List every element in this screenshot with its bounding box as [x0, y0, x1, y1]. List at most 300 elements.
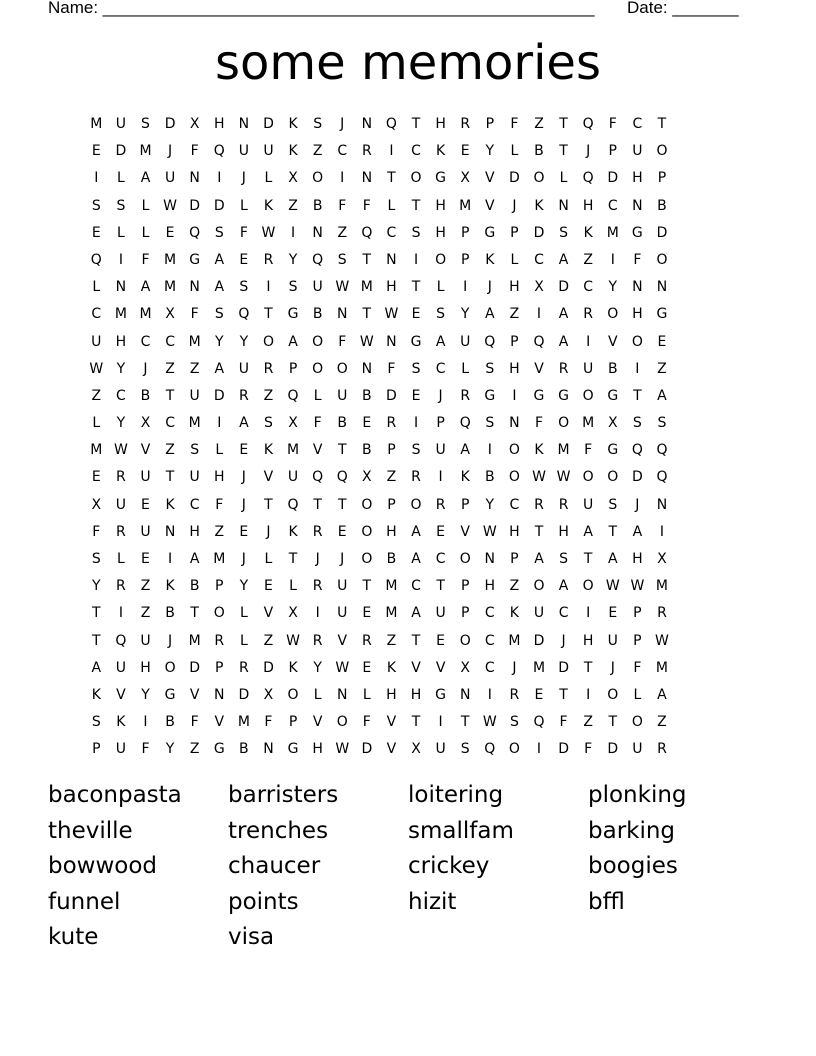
grid-cell: V: [460, 523, 470, 540]
date-field: Date: _______: [627, 0, 739, 17]
grid-cell: L: [264, 170, 273, 187]
grid-cell: S: [91, 551, 101, 567]
page-title: some memories: [215, 35, 601, 91]
grid-cell: O: [656, 143, 668, 160]
grid-row: [84, 682, 674, 709]
grid-row: [84, 655, 674, 682]
grid-cell: I: [438, 469, 443, 486]
word-bank-item: chaucer: [228, 853, 321, 879]
grid-cell: S: [214, 224, 224, 241]
grid-cell: L: [141, 197, 150, 214]
grid-cell: H: [582, 197, 594, 214]
grid-cell: J: [315, 551, 320, 567]
grid-cell: O: [656, 251, 668, 268]
grid-cell: E: [608, 605, 618, 622]
grid-cell: N: [509, 415, 520, 432]
grid-cell: M: [459, 197, 472, 214]
grid-cell: M: [213, 551, 226, 567]
grid-cell: W: [556, 469, 571, 486]
grid-cell: I: [536, 306, 542, 323]
grid-cell: U: [533, 605, 545, 622]
grid-row: [84, 437, 674, 464]
grid-cell: E: [239, 442, 249, 459]
grid-cell: F: [584, 741, 593, 758]
grid-cell: X: [165, 306, 175, 323]
grid-cell: Z: [534, 116, 544, 132]
grid-cell: A: [189, 551, 200, 567]
grid-cell: U: [337, 605, 348, 622]
grid-cell: Q: [189, 224, 201, 241]
grid-cell: D: [558, 741, 569, 758]
grid-cell: A: [657, 686, 667, 703]
grid-cell: O: [607, 686, 619, 703]
grid-cell: M: [532, 659, 546, 676]
grid-cell: U: [287, 469, 299, 486]
grid-cell: T: [411, 714, 421, 731]
grid-cell: P: [633, 632, 642, 649]
grid-row: [84, 274, 674, 301]
grid-cell: U: [140, 632, 151, 649]
grid-cell: S: [313, 116, 323, 132]
grid-cell: V: [214, 714, 225, 731]
grid-cell: I: [340, 170, 345, 187]
grid-cell: L: [116, 551, 125, 567]
grid-cell: F: [633, 251, 642, 268]
grid-cell: E: [460, 143, 470, 160]
name-field: Name: ____________________________________________________: [48, 0, 595, 17]
grid-cell: A: [239, 415, 249, 432]
grid-cell: N: [164, 523, 176, 540]
grid-cell: Q: [385, 116, 397, 132]
grid-cell: W: [605, 578, 620, 595]
grid-cell: L: [436, 279, 445, 296]
grid-cell: A: [140, 279, 151, 296]
grid-cell: I: [463, 279, 468, 296]
grid-cell: G: [287, 306, 299, 323]
grid-cell: A: [91, 659, 102, 676]
grid-cell: W: [89, 360, 104, 377]
grid-cell: T: [337, 442, 347, 459]
grid-cell: P: [215, 659, 224, 676]
grid-cell: O: [558, 415, 570, 432]
grid-cell: O: [582, 578, 594, 595]
grid-cell: K: [288, 523, 298, 540]
grid-cell: M: [139, 143, 152, 160]
grid-cell: I: [315, 605, 320, 622]
grid-cell: T: [264, 306, 273, 323]
grid-cell: A: [140, 170, 151, 187]
grid-cell: Z: [657, 714, 667, 731]
grid-cell: F: [190, 714, 199, 731]
grid-cell: H: [410, 686, 422, 703]
grid-cell: U: [238, 360, 249, 377]
grid-cell: O: [287, 686, 299, 703]
grid-cell: K: [386, 659, 397, 676]
grid-cell: M: [237, 714, 250, 731]
grid-cell: P: [460, 605, 470, 622]
grid-cell: H: [140, 659, 151, 676]
grid-cell: K: [165, 578, 175, 595]
grid-cell: D: [213, 387, 225, 404]
word-bank-item: theville: [48, 817, 133, 844]
grid-cell: V: [189, 686, 200, 703]
grid-cell: O: [312, 170, 324, 187]
grid-cell: O: [533, 170, 545, 187]
grid-cell: K: [534, 442, 544, 459]
grid-cell: H: [386, 686, 397, 703]
grid-cell: Q: [90, 251, 102, 268]
grid-cell: Q: [656, 469, 668, 486]
grid-cell: Q: [459, 415, 471, 432]
grid-cell: O: [361, 496, 373, 513]
grid-cell: L: [239, 197, 248, 214]
word-search-grid: [84, 111, 674, 764]
grid-cell: F: [264, 714, 273, 731]
grid-cell: D: [213, 197, 225, 214]
grid-cell: T: [411, 632, 421, 649]
grid-cell: T: [92, 632, 101, 649]
grid-cell: R: [460, 116, 471, 132]
grid-cell: I: [266, 279, 271, 296]
grid-cell: P: [510, 333, 519, 350]
grid-cell: H: [509, 279, 520, 296]
grid-cell: L: [313, 387, 322, 404]
grid-cell: G: [435, 686, 447, 703]
grid-cell: T: [165, 469, 175, 486]
word-bank-item: points: [228, 888, 299, 915]
grid-cell: B: [337, 415, 348, 432]
grid-cell: A: [583, 523, 593, 540]
grid-cell: E: [411, 387, 421, 404]
grid-cell: U: [435, 605, 446, 622]
grid-cell: R: [657, 605, 667, 622]
grid-cell: E: [239, 251, 249, 268]
grid-cell: C: [607, 197, 618, 214]
grid-cell: D: [607, 170, 619, 187]
grid-cell: K: [288, 143, 298, 160]
grid-cell: V: [337, 632, 348, 649]
grid-cell: J: [512, 659, 517, 676]
grid-cell: K: [509, 605, 519, 622]
grid-cell: S: [509, 714, 519, 731]
grid-cell: E: [165, 224, 175, 241]
grid-cell: D: [656, 224, 668, 241]
grid-cell: K: [263, 442, 274, 459]
word-bank-item: kute: [48, 924, 99, 950]
grid-cell: H: [558, 523, 569, 540]
grid-cell: B: [239, 741, 249, 758]
grid-cell: P: [460, 251, 470, 268]
grid-cell: F: [510, 116, 519, 132]
grid-cell: O: [410, 496, 422, 513]
grid-cell: X: [534, 279, 544, 296]
grid-cell: T: [411, 116, 421, 132]
grid-cell: G: [607, 442, 619, 459]
grid-cell: Y: [313, 659, 322, 676]
grid-cell: L: [116, 224, 125, 241]
grid-cell: B: [534, 143, 544, 160]
grid-cell: A: [411, 551, 421, 567]
grid-cell: J: [635, 496, 640, 513]
grid-cell: Y: [141, 686, 150, 703]
grid-cell: R: [534, 496, 544, 513]
grid-cell: U: [435, 741, 446, 758]
grid-row: [84, 600, 674, 627]
grid-cell: S: [214, 306, 224, 323]
grid-cell: T: [288, 551, 298, 567]
grid-cell: A: [214, 279, 225, 296]
grid-cell: V: [312, 714, 323, 731]
grid-cell: F: [362, 197, 371, 214]
grid-row: [84, 247, 674, 274]
grid-cell: C: [140, 333, 151, 350]
grid-cell: K: [288, 116, 298, 132]
grid-cell: N: [189, 279, 200, 296]
word-bank-item: loitering: [408, 782, 504, 808]
grid-cell: H: [386, 523, 397, 540]
grid-cell: U: [337, 578, 348, 595]
grid-cell: E: [411, 306, 421, 323]
grid-cell: W: [163, 197, 177, 214]
grid-cell: M: [655, 578, 668, 595]
grid-cell: S: [288, 279, 298, 296]
grid-cell: P: [608, 143, 617, 160]
grid-cell: C: [558, 605, 569, 622]
grid-cell: Z: [263, 632, 274, 649]
grid-cell: N: [656, 496, 668, 513]
grid-cell: U: [140, 469, 151, 486]
grid-cell: A: [411, 605, 421, 622]
grid-cell: C: [165, 333, 175, 350]
grid-row: [84, 410, 674, 437]
grid-cell: L: [313, 686, 322, 703]
grid-cell: I: [413, 415, 419, 432]
grid-cell: P: [460, 578, 470, 595]
grid-cell: G: [213, 741, 225, 758]
grid-cell: V: [116, 686, 126, 703]
grid-cell: A: [214, 360, 225, 377]
grid-cell: C: [435, 551, 446, 567]
grid-cell: F: [190, 306, 199, 323]
grid-cell: B: [484, 469, 495, 486]
grid-cell: M: [360, 279, 373, 296]
grid-cell: D: [189, 659, 201, 676]
grid-cell: F: [239, 224, 248, 241]
grid-cell: U: [607, 632, 618, 649]
grid-cell: D: [558, 659, 569, 676]
grid-cell: W: [335, 279, 350, 296]
grid-cell: P: [510, 224, 519, 241]
grid-cell: F: [141, 741, 150, 758]
grid-cell: O: [508, 741, 520, 758]
grid-cell: V: [386, 741, 397, 758]
grid-cell: S: [608, 496, 618, 513]
grid-cell: L: [633, 686, 642, 703]
grid-cell: B: [165, 605, 175, 622]
grid-cell: L: [92, 415, 101, 432]
grid-cell: L: [264, 551, 273, 567]
grid-cell: O: [312, 333, 324, 350]
grid-cell: N: [632, 279, 643, 296]
grid-cell: I: [94, 170, 99, 187]
grid-cell: Y: [485, 143, 495, 160]
grid-cell: B: [607, 360, 618, 377]
grid-cell: O: [435, 251, 447, 268]
grid-cell: K: [460, 469, 470, 486]
grid-cell: C: [189, 496, 200, 513]
grid-cell: A: [288, 333, 298, 350]
grid-cell: N: [361, 116, 373, 132]
grid-cell: H: [435, 197, 446, 214]
grid-cell: X: [607, 415, 618, 432]
grid-cell: Z: [140, 578, 151, 595]
grid-cell: R: [116, 469, 126, 486]
grid-cell: R: [116, 578, 126, 595]
grid-cell: V: [140, 442, 151, 459]
word-bank-item: boogies: [588, 853, 678, 879]
grid-cell: I: [118, 251, 123, 268]
grid-cell: U: [583, 360, 594, 377]
grid-cell: Q: [287, 496, 299, 513]
word-bank-item: barristers: [228, 782, 339, 808]
word-bank-item: trenches: [228, 817, 329, 844]
grid-cell: V: [263, 469, 274, 486]
grid-cell: Q: [287, 387, 299, 404]
grid-cell: X: [411, 741, 421, 758]
grid-cell: Q: [312, 251, 324, 268]
grid-cell: I: [168, 551, 173, 567]
grid-cell: R: [558, 496, 569, 513]
grid-cell: M: [188, 632, 201, 649]
grid-cell: G: [287, 741, 299, 758]
grid-cell: W: [655, 632, 669, 649]
grid-cell: A: [558, 578, 569, 595]
grid-cell: L: [510, 143, 519, 160]
grid-cell: R: [657, 741, 667, 758]
grid-cell: S: [436, 306, 446, 323]
grid-cell: Z: [312, 143, 323, 160]
grid-cell: Y: [460, 306, 470, 323]
grid-cell: I: [536, 741, 542, 758]
grid-cell: Z: [386, 469, 397, 486]
grid-cell: F: [338, 333, 347, 350]
grid-cell: T: [387, 170, 396, 187]
grid-row: [84, 383, 674, 410]
grid-cell: T: [608, 523, 618, 540]
grid-cell: E: [436, 523, 446, 540]
grid-cell: P: [460, 224, 470, 241]
grid-cell: E: [362, 415, 372, 432]
grid-cell: R: [460, 387, 471, 404]
grid-cell: Z: [386, 632, 397, 649]
grid-cell: S: [485, 360, 495, 377]
grid-cell: O: [164, 659, 176, 676]
grid-cell: O: [533, 578, 545, 595]
grid-cell: I: [512, 387, 517, 404]
grid-cell: T: [362, 578, 372, 595]
grid-cell: S: [141, 116, 150, 132]
grid-cell: W: [335, 741, 350, 758]
grid-cell: J: [241, 551, 246, 567]
grid-cell: G: [435, 170, 447, 187]
grid-cell: S: [190, 442, 200, 459]
grid-row: [84, 628, 674, 655]
grid-cell: N: [336, 306, 348, 323]
grid-cell: Q: [336, 469, 348, 486]
grid-cell: L: [239, 605, 248, 622]
grid-cell: I: [118, 605, 123, 622]
grid-cell: S: [116, 197, 126, 214]
grid-cell: C: [435, 360, 446, 377]
grid-cell: S: [485, 415, 495, 432]
grid-cell: W: [384, 306, 399, 323]
grid-cell: C: [509, 496, 520, 513]
grid-cell: R: [583, 306, 594, 323]
grid-cell: R: [411, 469, 421, 486]
grid-row: [84, 138, 674, 165]
grid-cell: S: [411, 360, 421, 377]
grid-cell: H: [435, 116, 446, 132]
grid-cell: Z: [165, 442, 175, 459]
grid-row: [84, 709, 674, 736]
word-bank-item: hizit: [408, 888, 457, 915]
grid-cell: P: [460, 496, 470, 513]
grid-cell: O: [508, 442, 520, 459]
grid-cell: G: [631, 224, 643, 241]
grid-cell: H: [115, 333, 127, 350]
grid-cell: Y: [485, 496, 495, 513]
grid-cell: Y: [288, 251, 298, 268]
grid-cell: Q: [312, 469, 324, 486]
grid-cell: G: [189, 251, 201, 268]
grid-row: [84, 301, 674, 328]
grid-cell: I: [217, 415, 222, 432]
grid-cell: S: [657, 415, 667, 432]
grid-cell: U: [115, 659, 127, 676]
grid-cell: N: [386, 333, 397, 350]
grid-cell: O: [582, 469, 594, 486]
grid-cell: B: [189, 578, 200, 595]
grid-cell: K: [485, 251, 495, 268]
grid-cell: U: [164, 170, 176, 187]
grid-cell: D: [189, 197, 201, 214]
grid-cell: O: [262, 333, 274, 350]
grid-cell: M: [90, 116, 103, 132]
grid-cell: N: [336, 686, 348, 703]
grid-cell: S: [91, 714, 101, 731]
grid-cell: F: [559, 714, 568, 731]
grid-cell: X: [362, 469, 372, 486]
grid-cell: H: [632, 551, 643, 567]
grid-cell: R: [509, 686, 520, 703]
grid-cell: R: [312, 523, 323, 540]
grid-cell: J: [241, 469, 246, 486]
grid-cell: P: [288, 714, 298, 731]
grid-cell: Z: [140, 605, 151, 622]
grid-cell: Z: [91, 387, 102, 404]
word-bank-item: bowwood: [48, 853, 158, 879]
grid-cell: F: [534, 415, 544, 432]
grid-cell: Z: [509, 306, 520, 323]
grid-cell: Q: [631, 442, 643, 459]
grid-cell: G: [656, 306, 668, 323]
grid-cell: K: [534, 197, 544, 214]
grid-cell: A: [485, 306, 495, 323]
grid-cell: Z: [288, 197, 298, 214]
grid-cell: E: [141, 496, 150, 513]
grid-cell: M: [582, 415, 595, 432]
grid-cell: Q: [656, 442, 668, 459]
